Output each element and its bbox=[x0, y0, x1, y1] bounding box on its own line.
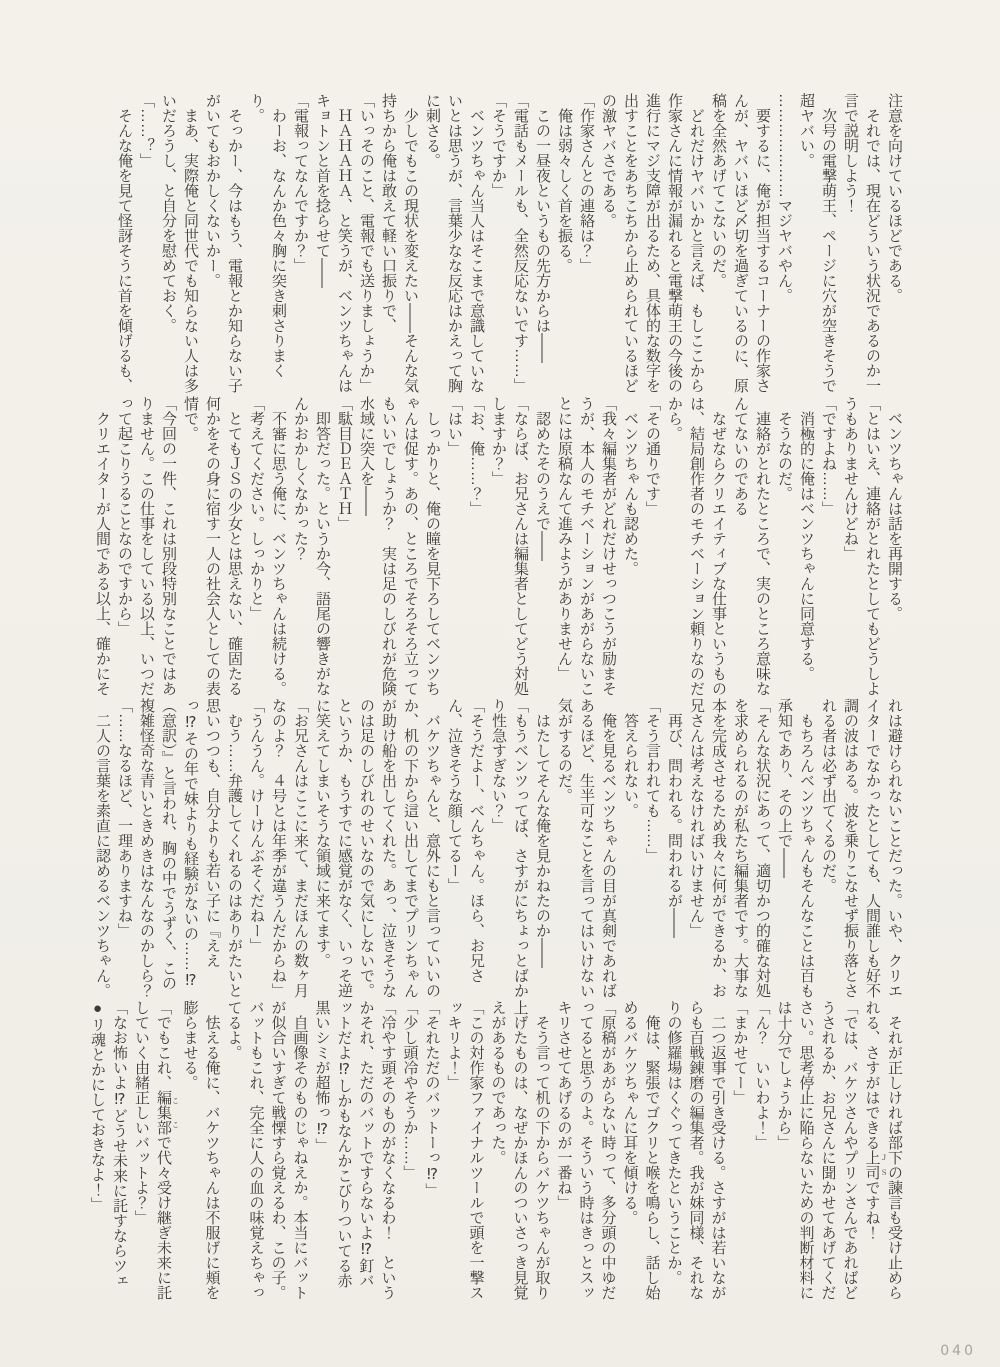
text-band-2 bbox=[91, 396, 905, 696]
paragraph: それが正しければ部下の諫言も受け止められる、さすがはできる上司 ＪＳですね！ bbox=[863, 1000, 903, 1300]
page-number: 040 bbox=[940, 1343, 976, 1359]
paragraph: 「そうだよー、べんちゃん。ほら、お兄さん、泣きそうな顔してるー」 bbox=[446, 698, 485, 983]
paragraph: 「作家さんとの連絡は？」 bbox=[578, 93, 595, 273]
paragraph: そっかー、今はもう、電報とか知らない子がいてもおかしくないかー。 bbox=[204, 93, 243, 393]
paragraph: はたしてそんな俺を見かねたのか―― bbox=[534, 713, 551, 968]
paragraph: れは避けられないことだった。いや、クリエイターでなかったとしても、人間誰しも好不調の波はある。波を乗りこなせず振り落とされる者は必ず出てくるのだ。 bbox=[820, 698, 903, 998]
text-band-3 bbox=[91, 698, 905, 998]
paragraph: 注意を向けているほどである。 bbox=[886, 93, 903, 303]
paragraph: なぜならクリエイティブな仕事というものは、結局創作者のモチベーション頼りなのだから。 bbox=[666, 396, 727, 696]
paragraph: 「そんな状況にあって、適切かつ的確な対処を求められるのが私たち編集者です。大事な本を完成させるため我々に何ができるか、お兄さんは考えなければいけません」 bbox=[688, 698, 771, 998]
paragraph: 怯える俺に、バケツちゃんは不服げに頬を膨らませる。 bbox=[181, 1000, 221, 1300]
paragraph: どれだけヤバいかと言えば、もしここから作家さんに情報が漏れると電撃萌王の今後の進行にマジ支障が出るため、具体的な数字を出すことをあちこちから止められているほどの激ヤバさである。 bbox=[600, 93, 705, 393]
ruby-annotated-word: 上司 ＪＳ bbox=[863, 1150, 887, 1180]
paragraph: 「この対作家ファイナルツールで頭を一撃スッキリよ！」 bbox=[445, 1000, 485, 1300]
paragraph: 「そう言われても……」 bbox=[644, 698, 661, 863]
paragraph: 俺は弱々しく首を振る。 bbox=[556, 108, 573, 273]
text-band-4 bbox=[86, 1000, 905, 1300]
paragraph: 俺を見るベンツちゃんの目が真剣であればあるほど、生半可なことを言ってはいけない気がするのだ。 bbox=[556, 698, 617, 998]
paragraph: むう……弁護してくれるのはありがたいと思いつつも、自分よりも若い子に『ええっ⁉その年で妹よりも経験がないの……⁉（意訳）』と言われ、胸の中でうずく、この複雑怪奇な青いときめきはなんなのかしら？ bbox=[138, 698, 243, 998]
paragraph: 「電報ってなんですか？」 bbox=[292, 93, 309, 273]
paragraph: もちろんベンツちゃんもそんなことは百も承知であり、その上で―― bbox=[776, 698, 815, 998]
paragraph: 少しでもこの現状を変えたい――そんな気持ちから俺は敢えて軽い口振りで、 bbox=[380, 93, 419, 393]
paragraph: ベンツちゃんも認めた。 bbox=[622, 411, 639, 576]
paragraph: 連絡がとれたところで、実のところ意味なんてないのである bbox=[732, 396, 771, 696]
paragraph: この一昼夜というもの先方からは―― bbox=[534, 108, 551, 363]
paragraph: 「まかせてー」 bbox=[731, 1000, 749, 1105]
paragraph: 「ですよね……」 bbox=[820, 396, 837, 516]
paragraph: 「でもこれ、編集部 ここで代々受け継ぎ未来に託していく由緒正しいバットよ？」 bbox=[133, 1000, 179, 1300]
paragraph: 「うんうん。けーけんぶそくだねー」 bbox=[248, 698, 265, 953]
paragraph: そう言って机の下からバケツちゃんが取り上げたものは、なぜかほんのついさっき見覚えがあるものであった。 bbox=[489, 1000, 551, 1300]
paragraph: ベンツちゃんは話を再開する。 bbox=[886, 411, 903, 621]
paragraph: そうなのだ。 bbox=[776, 411, 793, 501]
paragraph: ＨＡＨＡＨＡ、と笑うが、ベンツちゃんはキョトンと首を捻らせて―― bbox=[314, 93, 353, 393]
paragraph: 「我々編集者がどれだけせっつこうが励まそうが、本人のモチベーションがあがらないことには原稿なんて進みようがありません」 bbox=[556, 396, 617, 696]
paragraph: わーお、なんか色々胸に突き刺さりまくり。 bbox=[248, 93, 287, 378]
paragraph: 再び、問われる。問われるが―― bbox=[666, 713, 683, 938]
paragraph: 「もうベンツってば、さすがにちょっとばかり性急すぎない？」 bbox=[490, 698, 529, 998]
paragraph: 「原稿があがらない時って、多分頭の中ゆだってると思うのよ。そういう時はきっとスッキリさせてあげるのが一番ね」 bbox=[555, 1000, 617, 1300]
paragraph: 不審に思う俺に、ベンツちゃんは続ける。 bbox=[270, 411, 287, 696]
paragraph: それでは、現在どういう状況であるのか一言で説明しよう！ bbox=[842, 93, 881, 393]
paragraph: 「はい」 bbox=[446, 396, 463, 456]
paragraph: 要するに、俺が担当するコーナーの作家さんが、ヤバいほど〆切を過ぎているのに、原稿を全然あげてこないのだ。 bbox=[710, 93, 771, 393]
paragraph: 「……？」 bbox=[138, 93, 155, 168]
paragraph: 二人の言葉を素直に認めるベンツちゃん。 bbox=[94, 713, 111, 998]
paragraph: 「冷やす頭そのものがなくなるわ！ というかそれ、ただのバットですらないよ⁉釘バットだよ⁉しかもなんかこびりついてる赤黒いシミが超怖っ⁉」 bbox=[313, 1000, 397, 1300]
paragraph: 「ん？ いいわよ！」 bbox=[753, 1000, 771, 1150]
paragraph: 俺は、緊張でゴクリと喉を鳴らし、話し始めるバケツちゃんに耳を傾ける。 bbox=[621, 1000, 661, 1300]
paragraph: 「とはいえ、連絡がとれたとしてもどうしようもありませんけどね」 bbox=[842, 396, 881, 696]
paragraph: 即答だった。というか今、語尾の響きがなんかおかしくなかった？ bbox=[292, 396, 331, 696]
paragraph: 「なお怖いよ⁉どうせ未来に託すならツェ●リ魂とかにしておきなよ！」 bbox=[89, 1000, 128, 1288]
paragraph: 「お兄さんはここに来て、まだほんの数ヶ月なのよ？ ４号とは年季が違うんだからね」 bbox=[270, 698, 309, 998]
paragraph: 自画像そのものじゃねえか。本当にバットが似合いすぎて戦慄すら覚えるわ、この子。バットもこれ、完全に人の血の味覚えちゃってるよ。 bbox=[225, 1000, 309, 1300]
paragraph: 消極的に俺はベンツちゃんに同意する。 bbox=[798, 411, 815, 681]
paragraph: 「では、バケツさんやプリンさんであればどうされるか、お兄さんに聞かせてあげてください。思考停止に陥らないための判断材料には十分でしょうから」 bbox=[775, 1000, 859, 1300]
paragraph: ベンツちゃん当人はそこまで意識していないとは思うが、言葉少なな反応はかえって胸に刺さる。 bbox=[424, 93, 485, 393]
paragraph: 「ならば、お兄さんは編集者としてどう対処しますか？」 bbox=[490, 396, 529, 696]
paragraph: 「そうですか」 bbox=[490, 93, 507, 198]
text-band-1 bbox=[113, 93, 905, 393]
paragraph: …………………マジヤバやん。 bbox=[776, 93, 793, 303]
paragraph: まあ、実際俺と同世代でも知らない人は多いだろうし、と自分を慰めておく。 bbox=[160, 93, 199, 393]
paragraph: 「電話もメールも、全然反応ないです……」 bbox=[512, 93, 529, 393]
paragraph: クリエイターが人間である以上、確かにそ bbox=[94, 411, 111, 696]
paragraph: 次号の電撃萌王、ページに穴が空きそうで超ヤバい。 bbox=[798, 93, 837, 393]
paragraph: 「お、俺……？」 bbox=[468, 396, 485, 516]
paragraph: 「その通りです」 bbox=[644, 396, 661, 516]
paragraph: 二つ返事で引き受ける。さすがは若いながらも百戦錬磨の編集者。我が妹同様、それなりの修羅場はくぐってきたということか。 bbox=[665, 1000, 727, 1300]
paragraph: 「考えてください。しっかりと」 bbox=[248, 396, 265, 621]
paragraph: 「駄目ＤＥＡＴＨ」 bbox=[336, 396, 353, 531]
paragraph: そんな俺を見て怪訝そうに首を傾げるも、 bbox=[116, 108, 133, 393]
paragraph: 「今回の一件、これは別段特別なことではありません。この仕事をしている以上、いつだって起こりうることなのですから」 bbox=[116, 396, 177, 696]
paragraph: 「……なるほど、一理ありますね」 bbox=[116, 698, 133, 938]
paragraph: バケツちゃんと、意外にもと言っていいのか、机の下から這い出してまでプリンちゃんが助け船を出してくれた。あっ、泣きそうなのは足のしびれのせいなので気にしないで。というか、もうすでに感覚がなく、いっそ逆に笑えてしまいそうな領域に来てます。 bbox=[314, 698, 441, 998]
paragraph: 答えられない。 bbox=[622, 713, 639, 818]
paragraph: 認めたそのうえで―― bbox=[534, 411, 551, 561]
paragraph: しっかりと、俺の瞳を見下ろしてベンツちゃんは促す。あの、ところでそろそろ立ってもいいでしょうか？ 実は足のしびれが危険水域に突入を―― bbox=[358, 396, 441, 696]
paragraph: 「いっそのこと、電報でも送りましょうか」 bbox=[358, 93, 375, 393]
ruby-annotated-word: 編集部 ここ bbox=[155, 1090, 179, 1135]
paragraph: とてもＪＳの少女とは思えない、確固たる何かをその身に宿す一人の社会人としての表情で。 bbox=[182, 396, 243, 696]
paragraph: 「それただのバットーっ⁉」 bbox=[423, 1000, 441, 1198]
paragraph: 「少し頭冷やそうか……」 bbox=[401, 1000, 419, 1180]
